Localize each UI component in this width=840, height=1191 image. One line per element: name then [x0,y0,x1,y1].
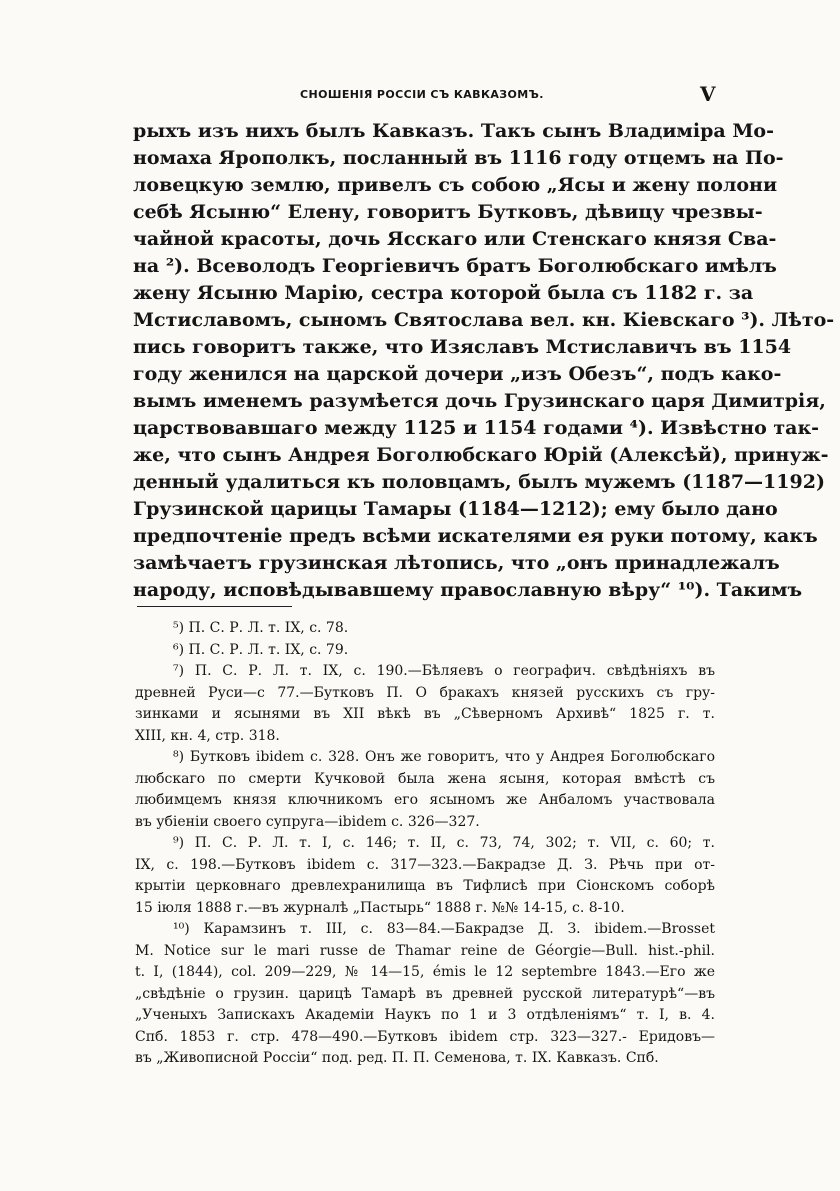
footnote-line: IX, с. 198.—Бутковъ ibidem с. 317—323.—Бакрадзе Д. З. Рѣчь при от- [135,856,715,873]
footnote-line: t. I, (1844), col. 209—229, № 14—15, émis le 12 septembre 1843.—Его же [135,964,715,980]
footnote-line: любскаго по смерти Кучковой была жена ясыня, которая вмѣстѣ съ [135,770,715,787]
body-line: ловецкую землю, привелъ съ собою „Ясы и жену полони [133,174,778,196]
footnote-separator [137,606,292,607]
footnote-line: любимцемъ князя ключникомъ его ясыномъ же Анбаломъ участвовала [135,792,715,808]
body-line: вымъ именемъ разумѣется дочь Грузинскаго царя Димитрія, [133,390,826,412]
body-line: народу, исповѣдывавшему православную вѣру“ ¹⁰). Такимъ [133,579,803,601]
footnote-line: ¹⁰) Карамзинъ т. III, с. 83—84.—Бакрадзе Д. З. ibidem.—Brosset [173,921,715,937]
body-line: предпочтеніе предъ всѣми искателями ея руки потому, какъ [133,525,818,547]
footnote-line: „свѣдѣніе о грузин. царицѣ Тамарѣ въ древней русской литературѣ“—въ [135,985,715,1002]
footnote-line: ⁹) П. С. Р. Л. т. I, с. 146; т. II, с. 73, 74, 302; т. VII, с. 60; т. [173,835,715,851]
body-line: номаха Ярополкъ, посланный въ 1116 году отцемъ на По- [133,147,784,169]
body-line: денный удалиться къ половцамъ, былъ мужемъ (1187—1192) [133,471,825,493]
footnote-line: XIII, кн. 4, стр. 318. [135,727,280,744]
body-line: себѣ Ясыню“ Елену, говоритъ Бутковъ, дѣвицу чрезвы- [133,201,763,223]
body-line: Мстиславомъ, сыномъ Святослава вел. кн. Кіевскаго ³). Лѣто- [133,309,835,331]
body-line: царствовавшаго между 1125 и 1154 годами ⁴). Извѣстно так- [133,417,820,439]
footnote [135,618,715,640]
body-line: рыхъ изъ нихъ былъ Кавказъ. Такъ сынъ Владиміра Мо- [133,120,774,142]
footnote-line: древней Руси—с 77.—Бутковъ П. О бракахъ князей русскихъ съ гру- [135,684,715,701]
footnote-line: ⁷) П. С. Р. Л. т. IX, с. 190.—Бѣляевъ о географич. свѣдѣніяхъ въ [173,663,715,679]
footnote [135,661,715,747]
footnote-line: ⁵) П. С. Р. Л. т. IX, с. 78. [173,620,349,636]
body-line: на ²). Всеволодъ Георгіевичъ братъ Боголюбскаго имѣлъ [133,255,777,277]
footnote-line: въ убіеніи своего супруга—ibidem с. 326—327. [135,813,480,830]
footnote [135,747,715,833]
footnote-line: ⁶) П. С. Р. Л. т. IX, с. 79. [173,641,349,658]
body-line: замѣчаетъ грузинская лѣтопись, что „онъ принадлежалъ [133,552,780,574]
footnote [135,919,715,1070]
body-line: пись говоритъ также, что Изяславъ Мстиславичъ въ 1154 [133,336,792,358]
body-line: Грузинской царицы Тамары (1184—1212); ему было дано [133,498,778,520]
footnote-line: Спб. 1853 г. стр. 478—490.—Бутковъ ibidem стр. 323—327.- Еридовъ— [135,1028,715,1045]
footnotes [135,618,715,1070]
body-line: чайной красоты, дочь Ясскаго или Стенскаго князя Сва- [133,228,777,250]
running-header: СНОШЕНІЯ РОССІИ СЪ КАВКАЗОМЪ. [300,88,544,101]
footnote-line: крытіи церковнаго древлехранилища въ Тифлисѣ при Сіонскомъ соборѣ [135,878,715,894]
page-number: V [700,82,716,106]
body-line: же, что сынъ Андрея Боголюбскаго Юрій (Алексѣй), принуж- [133,444,829,466]
footnote-line: 15 іюля 1888 г.—въ журналѣ „Пастырь“ 1888 г. №№ 14-15, с. 8-10. [135,899,625,916]
footnote [135,640,715,662]
footnote-line: „Ученыхъ Запискахъ Академіи Наукъ по 1 и 3 отдѣленіямъ“ т. I, в. 4. [135,1007,715,1023]
footnote [135,833,715,919]
footnote-line: въ „Живописной Россіи“ под. ред. П. П. Семенова, т. IX. Кавказъ. Спб. [135,1050,659,1066]
footnote-line: зинками и ясынями въ XII вѣкѣ въ „Сѣверномъ Архивѣ“ 1825 г. т. [135,706,715,722]
main-text [133,118,835,604]
footnote-line: M. Notice sur le mari russe de Thamar reine de Géorgie—Bull. hist.-phil. [135,942,715,959]
body-line: году женился на царской дочери „изъ Обезъ“, подъ како- [133,363,782,385]
body-line: жену Ясыню Марію, сестра которой была съ 1182 г. за [133,282,754,304]
footnote-line: ⁸) Бутковъ ibidem с. 328. Онъ же говоритъ, что у Андрея Боголюбскаго [173,749,715,765]
